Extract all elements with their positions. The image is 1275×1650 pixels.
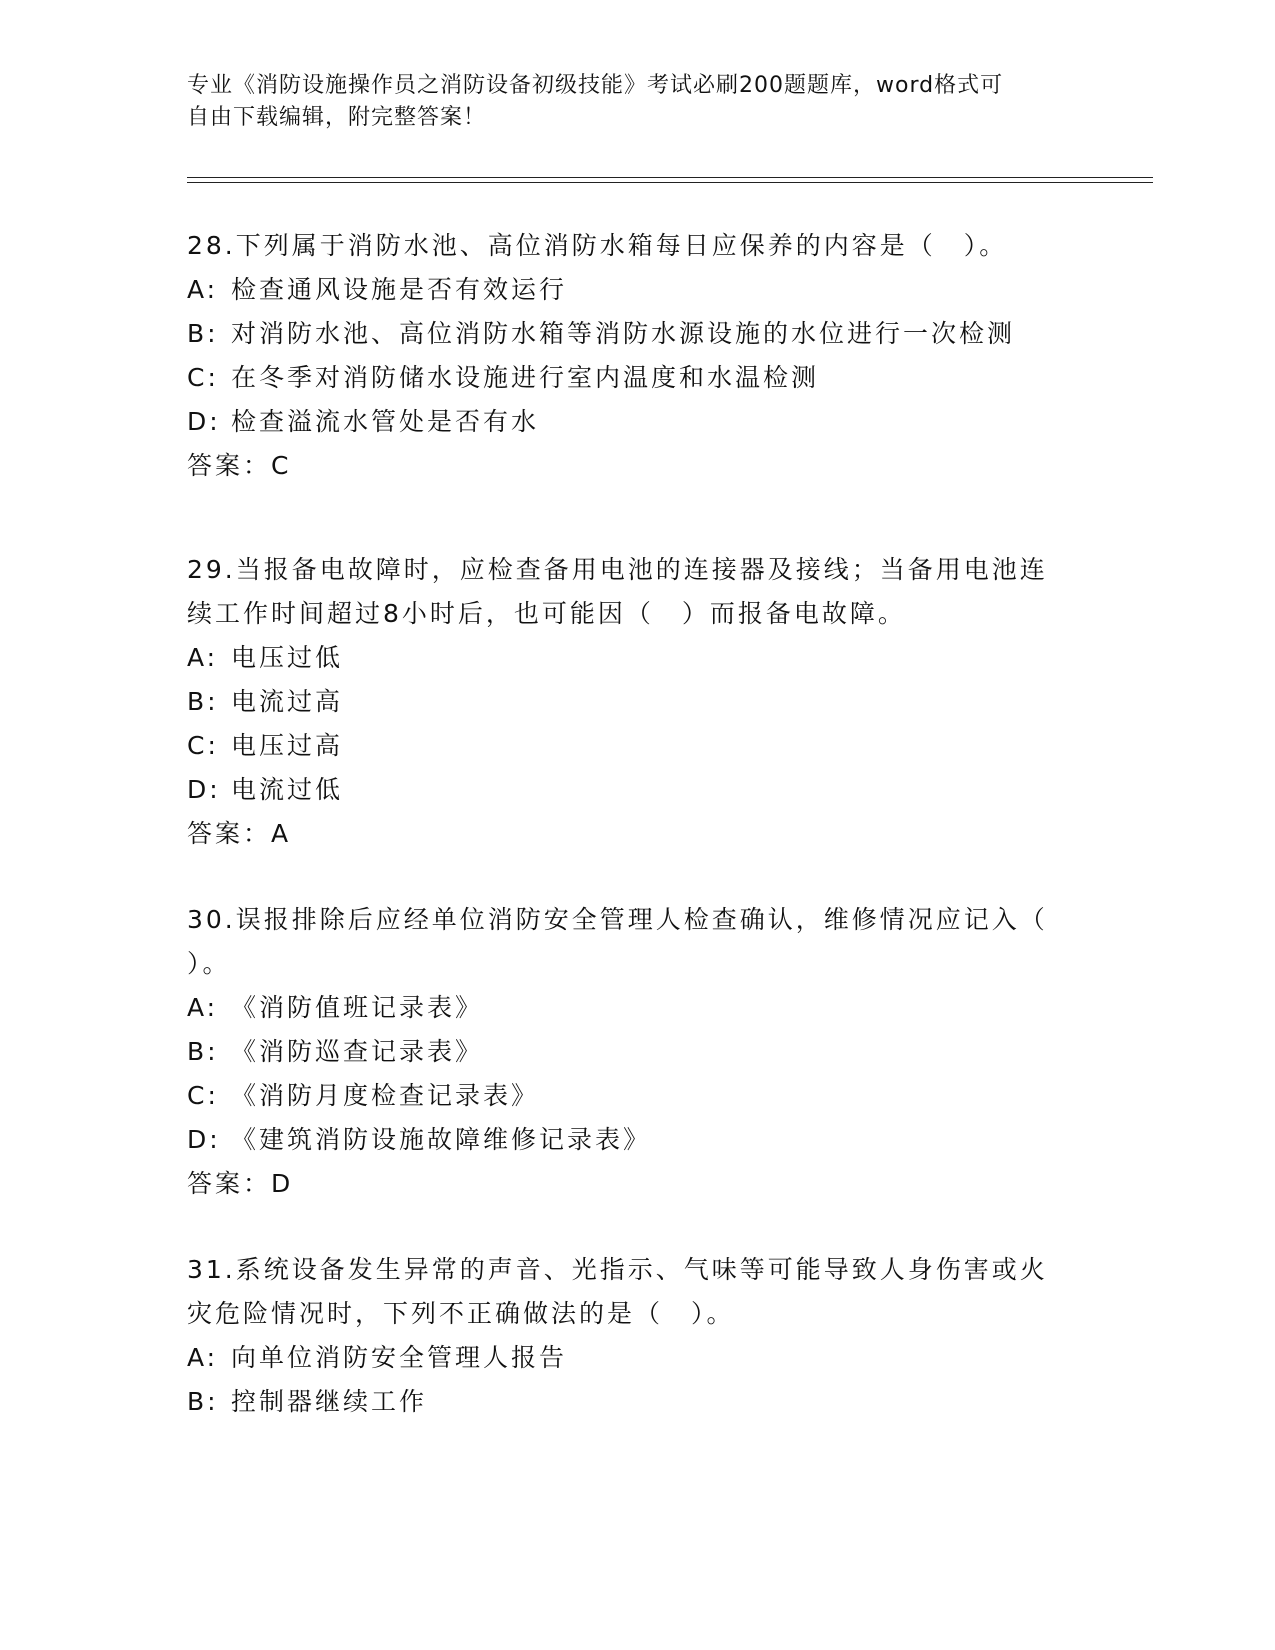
question-31-option-b xyxy=(187,1386,427,1418)
option-text: 控制器继续工作 xyxy=(231,1387,428,1416)
option-key: A: xyxy=(187,1343,219,1372)
header-divider-bottom xyxy=(187,182,1153,183)
option-key: C: xyxy=(187,731,219,760)
question-29-option-d xyxy=(187,774,343,806)
option-key: B: xyxy=(187,1387,219,1416)
question-29-text-line-1: 29.当报备电故障时，应检查备用电池的连接器及接线；当备用电池连 xyxy=(187,555,1048,584)
document-header xyxy=(187,70,1087,134)
question-28-option-d xyxy=(187,406,539,438)
option-text: 检查溢流水管处是否有水 xyxy=(231,407,540,436)
option-text: 《消防巡查记录表》 xyxy=(231,1037,484,1066)
option-key: A: xyxy=(187,643,219,672)
question-30-text-line-1: 30.误报排除后应经单位消防安全管理人检查确认，维修情况应记入（ xyxy=(187,905,1048,934)
option-text: 电流过高 xyxy=(231,687,344,716)
question-28-option-c xyxy=(187,362,819,394)
option-key: C: xyxy=(187,363,219,392)
option-text: 电压过高 xyxy=(231,731,344,760)
question-31-option-a xyxy=(187,1342,567,1374)
option-key: D: xyxy=(187,775,221,804)
option-key: D: xyxy=(187,1125,221,1154)
option-text: 检查通风设施是否有效运行 xyxy=(231,275,568,304)
question-29-answer: 答案：A xyxy=(187,819,292,848)
question-28-option-a xyxy=(187,274,567,306)
option-text: 《消防值班记录表》 xyxy=(231,993,484,1022)
question-30-option-d xyxy=(187,1124,651,1156)
option-key: D: xyxy=(187,407,221,436)
question-31-text-line-1: 31.系统设备发生异常的声音、光指示、气味等可能导致人身伤害或火 xyxy=(187,1255,1048,1284)
header-line-2: 自由下载编辑，附完整答案！ xyxy=(187,105,487,130)
option-key: C: xyxy=(187,1081,219,1110)
option-text: 对消防水池、高位消防水箱等消防水源设施的水位进行一次检测 xyxy=(231,319,1016,348)
header-divider-top xyxy=(187,177,1153,178)
option-text: 电流过低 xyxy=(231,775,344,804)
question-29-option-a xyxy=(187,642,343,674)
question-29-text-line-2: 续工作时间超过8小时后，也可能因（ ）而报备电故障。 xyxy=(187,599,906,628)
option-key: A: xyxy=(187,993,219,1022)
question-28-text: 28.下列属于消防水池、高位消防水箱每日应保养的内容是（ ）。 xyxy=(187,231,1008,260)
option-key: B: xyxy=(187,319,219,348)
option-text: 在冬季对消防储水设施进行室内温度和水温检测 xyxy=(231,363,820,392)
option-key: A: xyxy=(187,275,219,304)
question-29-option-b xyxy=(187,686,343,718)
question-30-option-a xyxy=(187,992,483,1024)
option-key: B: xyxy=(187,1037,219,1066)
option-key: B: xyxy=(187,687,219,716)
question-30-text-line-2: ）。 xyxy=(187,949,231,978)
question-29-option-c xyxy=(187,730,343,762)
option-text: 《消防月度检查记录表》 xyxy=(231,1081,540,1110)
header-line-1: 专业《消防设施操作员之消防设备初级技能》考试必刷200题题库，word格式可 xyxy=(187,73,1004,98)
question-30-answer: 答案：D xyxy=(187,1169,294,1198)
option-text: 向单位消防安全管理人报告 xyxy=(231,1343,568,1372)
question-30-option-c xyxy=(187,1080,539,1112)
question-28-answer: 答案：C xyxy=(187,451,292,480)
question-28-option-b xyxy=(187,318,1015,350)
option-text: 电压过低 xyxy=(231,643,344,672)
question-31-text-line-2: 灾危险情况时，下列不正确做法的是（ ）。 xyxy=(187,1299,735,1328)
question-30-option-b xyxy=(187,1036,483,1068)
option-text: 《建筑消防设施故障维修记录表》 xyxy=(231,1125,652,1154)
